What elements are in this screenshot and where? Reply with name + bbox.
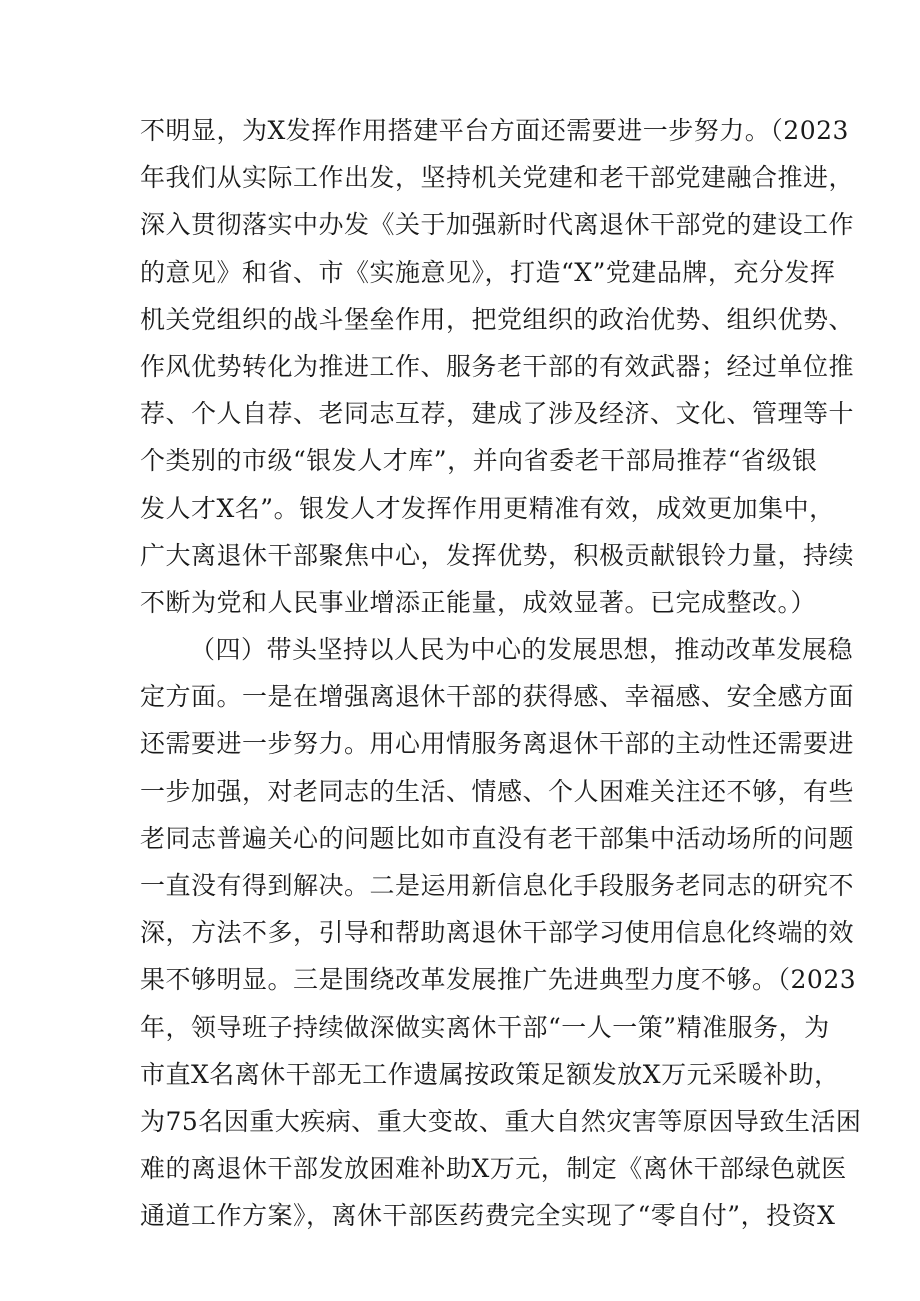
- text-line: 市直X名离休干部无工作遗属按政策足额发放X万元采暖补助，: [140, 1059, 840, 1089]
- text-line: 通道工作方案》，离休干部医药费完全实现了“零自付”，投资X: [140, 1201, 836, 1231]
- text-line: 的意见》和省、市《实施意见》，打造“X”党建品牌，充分发挥: [140, 257, 836, 287]
- text-line: 不断为党和人民事业增添正能量，成效显著。已完成整改。）: [140, 587, 817, 617]
- text-line: 年，领导班子持续做深做实离休干部“一人一策”精准服务，为: [140, 1012, 830, 1042]
- text-line: 定方面。一是在增强离退休干部的获得感、幸福感、安全感方面: [140, 682, 855, 712]
- text-line: 年我们从实际工作出发，坚持机关党建和老干部党建融合推进，: [140, 163, 855, 193]
- text-line: 发人才X名”。银发人才发挥作用更精准有效，成效更加集中，: [140, 493, 835, 523]
- text-line: 为75名因重大疾病、重大变故、重大自然灾害等原因导致生活困: [140, 1106, 862, 1136]
- text-line: 一步加强，对老同志的生活、情感、个人困难关注还不够，有些: [140, 776, 855, 806]
- text-line: 果不够明显。三是围绕改革发展推广先进典型力度不够。（2023: [140, 965, 857, 995]
- text-line: 老同志普遍关心的问题比如市直没有老干部集中活动场所的问题: [140, 823, 855, 853]
- text-line: 作风优势转化为推进工作、服务老干部的有效武器；经过单位推: [140, 351, 855, 381]
- text-line: 一直没有得到解决。二是运用新信息化手段服务老同志的研究不: [140, 871, 855, 900]
- text-line: 机关党组织的战斗堡垒作用，把党组织的政治优势、组织优势、: [140, 304, 855, 334]
- text-line: 荐、个人自荐、老同志互荐，建成了涉及经济、文化、管理等十: [140, 399, 855, 429]
- text-line: 难的离退休干部发放困难补助X万元，制定《离休干部绿色就医: [140, 1154, 847, 1184]
- section-heading-line: （四）带头坚持以人民为中心的发展思想，推动改革发展稳: [190, 635, 854, 665]
- text-line: 还需要进一步努力。用心用情服务离退休干部的主动性还需要进: [140, 729, 855, 759]
- text-line: 不明显，为X发挥作用搭建平台方面还需要进一步努力。（2023: [140, 116, 849, 145]
- text-line: 深，方法不多，引导和帮助离退休干部学习使用信息化终端的效: [140, 918, 855, 948]
- text-line: 个类别的市级“银发人才库”，并向省委老干部局推荐“省级银: [140, 446, 818, 476]
- text-line: 广大离退休干部聚焦中心，发挥优势，积极贡献银铃力量，持续: [140, 540, 855, 570]
- text-line: 深入贯彻落实中办发《关于加强新时代离退休干部党的建设工作: [140, 210, 855, 240]
- document-body: [140, 107, 862, 1240]
